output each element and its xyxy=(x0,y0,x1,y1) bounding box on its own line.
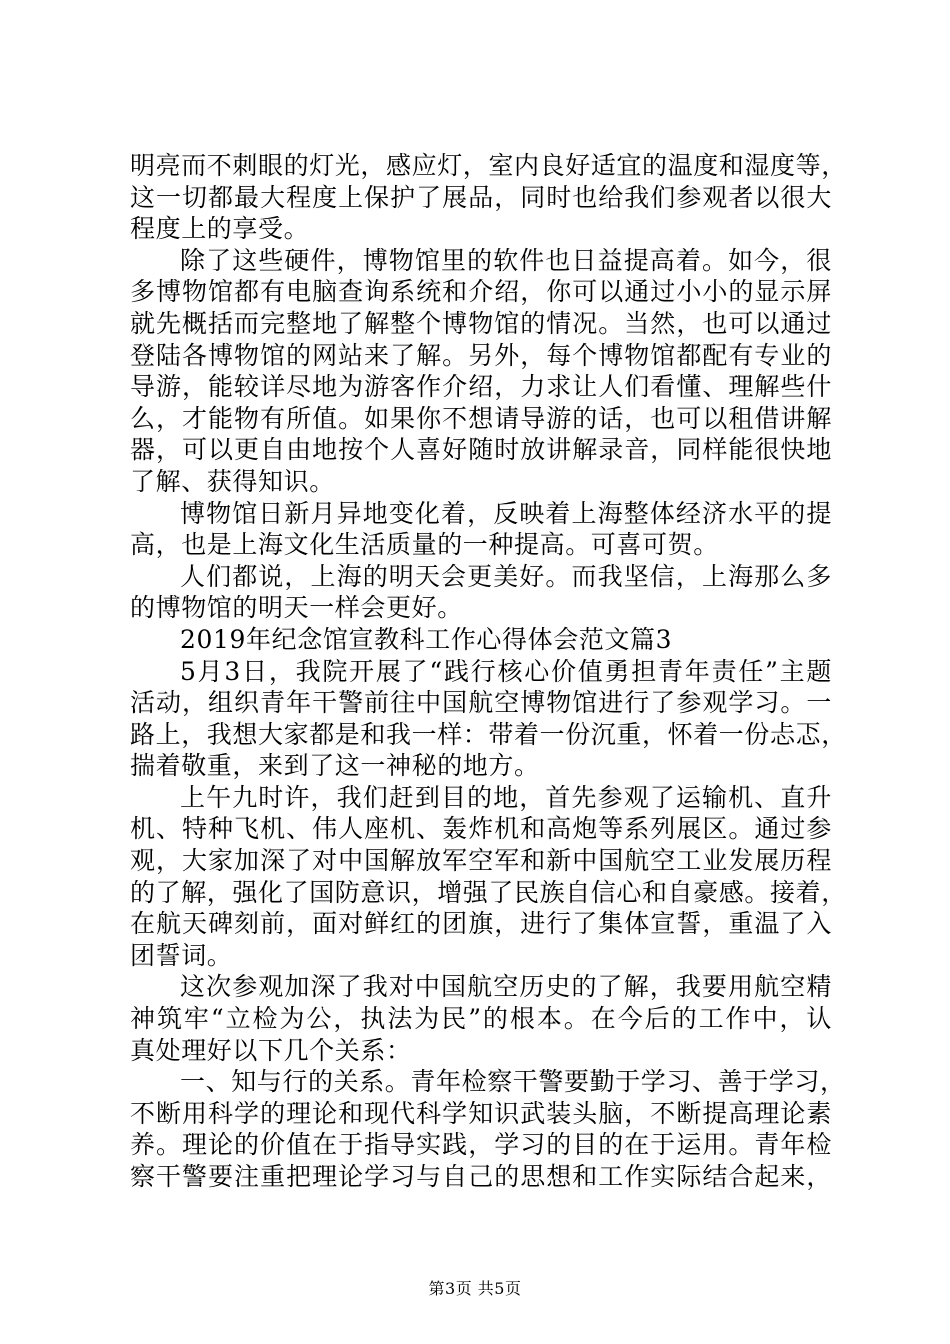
paragraph-line: 高，也是上海文化生活质量的一种提高。可喜可贺。 xyxy=(130,530,719,560)
page-footer: 第3页 共5页 xyxy=(428,1279,522,1298)
paragraph-line: 人们都说，上海的明天会更美好。而我坚信，上海那么多 xyxy=(180,561,832,591)
paragraph-line: 真处理好以下几个关系： xyxy=(130,1035,412,1065)
paragraph-line: 5月3日，我院开展了“践行核心价值勇担青年责任”主题 xyxy=(180,656,832,686)
document-body xyxy=(130,150,847,1193)
paragraph-line: 多博物馆都有电脑查询系统和介绍，你可以通过小小的显示屏 xyxy=(130,277,832,307)
paragraph-line: 路上，我想大家都是和我一样：带着一份沉重，怀着一份忐忑， xyxy=(130,719,847,749)
paragraph-line: 的博物馆的明天一样会更好。 xyxy=(130,593,463,623)
paragraph-line: 活动，组织青年干警前往中国航空博物馆进行了参观学习。一 xyxy=(130,688,832,718)
paragraph-line: 一、知与行的关系。青年检察干警要勤于学习、善于学习， xyxy=(180,1067,846,1097)
paragraph-line: 这一切都最大程度上保护了展品，同时也给我们参观者以很大 xyxy=(130,182,832,212)
paragraph-line: 的了解，强化了国防意识，增强了民族自信心和自豪感。接着， xyxy=(130,877,847,907)
paragraph-line: 察干警要注重把理论学习与自己的思想和工作实际结合起来， xyxy=(130,1162,832,1191)
paragraph-line: 神筑牢“立检为公，执法为民”的根本。在今后的工作中，认 xyxy=(130,1004,832,1034)
paragraph-line: 机、特种飞机、伟人座机、轰炸机和高炮等系列展区。通过参 xyxy=(130,814,832,844)
paragraph-line: 么，才能物有所值。如果你不想请导游的话，也可以租借讲解 xyxy=(130,403,832,433)
paragraph-line: 揣着敬重，来到了这一神秘的地方。 xyxy=(130,751,540,781)
section-heading: 2019年纪念馆宣教科工作心得体会范文篇3 xyxy=(180,624,673,654)
paragraph-line: 不断用科学的理论和现代科学知识武装头脑，不断提高理论素 xyxy=(130,1098,832,1128)
paragraph-line: 这次参观加深了我对中国航空历史的了解，我要用航空精 xyxy=(180,972,832,1002)
paragraph-line: 器，可以更自由地按个人喜好随时放讲解录音，同样能很快地 xyxy=(130,435,832,465)
paragraph-line: 在航天碑刻前，面对鲜红的团旗，进行了集体宣誓，重温了入 xyxy=(130,909,832,939)
paragraph-line: 登陆各博物馆的网站来了解。另外，每个博物馆都配有专业的 xyxy=(130,340,832,370)
paragraph-line: 导游，能较详尽地为游客作介绍，力求让人们看懂、理解些什 xyxy=(130,372,832,402)
paragraph-line: 程度上的享受。 xyxy=(130,214,310,244)
paragraph-line: 养。理论的价值在于指导实践，学习的目的在于运用。青年检 xyxy=(130,1130,832,1160)
paragraph-line: 团誓词。 xyxy=(130,940,233,970)
paragraph-line: 除了这些硬件，博物馆里的软件也日益提高着。如今，很 xyxy=(180,245,832,275)
paragraph-line: 上午九时许，我们赶到目的地，首先参观了运输机、直升 xyxy=(180,782,832,812)
paragraph-line: 就先概括而完整地了解整个博物馆的情况。当然，也可以通过 xyxy=(130,308,832,338)
paragraph-line: 博物馆日新月异地变化着，反映着上海整体经济水平的提 xyxy=(180,498,832,528)
paragraph-line: 了解、获得知识。 xyxy=(130,466,335,496)
paragraph-line: 观，大家加深了对中国解放军空军和新中国航空工业发展历程 xyxy=(130,846,832,876)
paragraph-line: 明亮而不刺眼的灯光，感应灯，室内良好适宜的温度和湿度等， xyxy=(130,151,847,180)
